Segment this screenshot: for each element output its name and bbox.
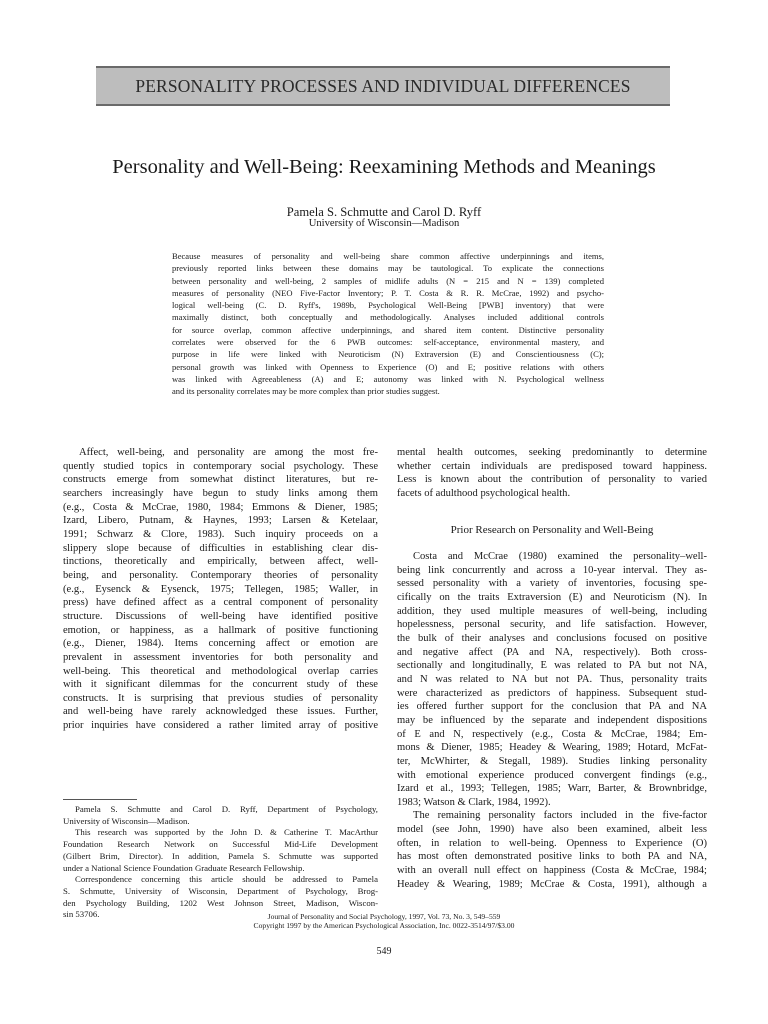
body-line: Izard, Libero, Putnam, & Haynes, 1993; Larsen & Ketelaar, bbox=[63, 515, 378, 527]
body-line: with it significant dilemmas for the concurrent study of these bbox=[63, 679, 378, 691]
body-line: has most often demonstrated positive links to both PA and NA, bbox=[397, 851, 707, 863]
footnote-line: Pamela S. Schmutte and Carol D. Ryff, Department of Psychology, bbox=[75, 804, 378, 814]
journal-info bbox=[0, 913, 768, 930]
body-line: Izard et al., 1993; Tellegen, 1985; Warr, Barter, & Brownbridge, bbox=[397, 783, 707, 795]
body-line: often, in relation to well-being. Openness to Experience (O) bbox=[397, 837, 707, 849]
body-right-column-bottom bbox=[397, 550, 707, 891]
section-banner-text: PERSONALITY PROCESSES AND INDIVIDUAL DIFFERENCES bbox=[135, 75, 631, 96]
body-line: sessed personality with a variety of inventories, focusing spe- bbox=[397, 578, 707, 590]
body-line: 1991; Schwarz & Clore, 1983). Such inquiry proceeds on a bbox=[63, 528, 378, 540]
page-number: 549 bbox=[376, 946, 392, 957]
body-line: ies offered further support for the conclusion that PA and NA bbox=[397, 701, 707, 713]
abstract-line: correlates were observed for the 6 PWB outcomes: self-acceptance, environmental mastery, and bbox=[172, 337, 604, 348]
body-line: the bulk of their analyses and conclusions focused on positive bbox=[397, 632, 707, 644]
body-line: sectionally and longitudinally, E was related to PA but not NA, bbox=[397, 660, 707, 672]
journal-citation: Journal of Personality and Social Psychology, 1997, Vol. 73, No. 3, 549–559 bbox=[267, 912, 501, 921]
body-line: hopelessness, personal security, and life satisfaction. However, bbox=[397, 619, 707, 631]
body-line: addition, they used multiple measures of well-being, including bbox=[397, 605, 707, 617]
body-line: constructs. It is surprising that previous studies of personality bbox=[63, 692, 378, 704]
body-line: and negative affect (PA and NA, respectively). Both cross- bbox=[397, 646, 707, 658]
abstract-line: measures of personality (NEO Five-Factor Inventory; P. T. Costa & R. R. McCrae, 1992) and psycho- bbox=[172, 287, 604, 298]
body-line: Affect, well-being, and personality are among the most fre- bbox=[79, 447, 378, 458]
body-line: of E and N, respectively (e.g., Costa & McCrae, 1984; Em- bbox=[397, 728, 707, 740]
body-line: being link concurrently and across a 10-year interval. They as- bbox=[397, 564, 707, 576]
body-line: mental health outcomes, seeking predominantly to determine bbox=[397, 447, 707, 458]
abstract bbox=[172, 250, 604, 398]
footnote-line: Foundation Research Network on Successful Mid-Life Development bbox=[63, 839, 378, 850]
body-line: (e.g., Eysenck & Eysenck, 1975; Tellegen, 1985; Waller, in bbox=[63, 583, 378, 595]
footnote-line: University of Wisconsin—Madison. bbox=[63, 815, 190, 826]
body-right-column-top bbox=[397, 446, 707, 501]
body-line: emotion, or happiness, as a hallmark of positive functioning bbox=[63, 624, 378, 636]
footnotes bbox=[63, 804, 378, 921]
body-line: searchers increasingly have begun to study links among them bbox=[63, 487, 378, 499]
journal-copyright: Copyright 1997 by the American Psychological Association, Inc. 0022-3514/97/$3.00 bbox=[253, 920, 515, 930]
body-line: Headey & Wearing, 1989; McCrae & Costa, 1991), although a bbox=[397, 878, 707, 890]
abstract-line: previously reported links between these domains may be tautological. To explicate the connections bbox=[172, 263, 604, 274]
article-authors: Pamela S. Schmutte and Carol D. Ryff bbox=[286, 205, 482, 219]
body-line: may be influenced by the separate and independent dispositions bbox=[397, 714, 707, 726]
body-line: prevalent in assessment inventories for both personality and bbox=[63, 651, 378, 663]
body-line: and well-being have rarely acknowledged these issues. Further, bbox=[63, 706, 378, 718]
body-line: facets of adulthood psychological health. bbox=[397, 487, 571, 499]
footnote-line: sin 53706. bbox=[63, 909, 100, 920]
body-line: with emotional experience produced convergent findings (e.g., bbox=[397, 769, 707, 781]
footnote-line: under a National Science Foundation Graduate Research Fellowship. bbox=[63, 862, 305, 873]
footnote-line: This research was supported by the John D. & Catherine T. MacArthur bbox=[75, 827, 378, 838]
footnote-line: Correspondence concerning this article should be addressed to Pamela bbox=[75, 874, 378, 885]
footnote-rule bbox=[63, 799, 137, 800]
body-line: cifically on the traits Extraversion (E) and Neuroticism (N). In bbox=[397, 591, 707, 603]
footnote-line: S. Schmutte, University of Wisconsin, Department of Psychology, Brog- bbox=[63, 885, 378, 896]
abstract-line: Because measures of personality and well-being share common affective underpinnings and items, bbox=[172, 251, 604, 261]
body-line: Costa and McCrae (1980) examined the personality–well- bbox=[413, 551, 707, 562]
body-line: well-being. This theoretical and methodological overlap carries bbox=[63, 665, 378, 677]
body-line: (e.g., Diener, 1984). Items concerning affect or emotion are bbox=[63, 638, 378, 650]
abstract-line: for source overlap, common affective underpinnings, and shared item content. Distinctive personality bbox=[172, 324, 604, 335]
body-line: The remaining personality factors included in the five-factor bbox=[413, 810, 707, 822]
body-line: were characterized as predictors of happiness. Subsequent stud- bbox=[397, 687, 707, 699]
abstract-line: was linked with Agreeableness (A) and E; autonomy was linked with N. Psychological wellness bbox=[172, 373, 604, 384]
body-line: 1983; Watson & Clark, 1984, 1992). bbox=[397, 796, 551, 808]
abstract-line: logical well-being (C. D. Ryff's, 1989b, Psychological Well-Being [PWB] inventory) that were bbox=[172, 300, 604, 311]
body-line: prior inquiries have considered a rather limited array of positive bbox=[63, 720, 378, 732]
body-line: (e.g., Costa & McCrae, 1980, 1984; Emmons & Diener, 1985; bbox=[63, 501, 378, 513]
body-left-column bbox=[63, 446, 378, 733]
section-heading: Prior Research on Personality and Well-Being bbox=[450, 524, 654, 536]
abstract-line: between personality and well-being, 2 samples of midlife adults (N = 215 and N = 139) completed bbox=[172, 275, 604, 286]
body-line: press) have defined affect as a central component of personality bbox=[63, 597, 378, 609]
body-line: ter, McWhirter, & Stegall, 1989). Studies linking personality bbox=[397, 755, 707, 767]
body-line: slippery slope because of difficulties in establishing clear dis- bbox=[63, 542, 378, 554]
abstract-line: purpose in life were linked with Neuroticism (N) Extraversion (E) and Conscientiousness (C); bbox=[172, 349, 604, 360]
footnote-line: den Psychology Building, 1202 West Johnson Street, Madison, Wiscon- bbox=[63, 897, 378, 908]
body-line: whether certain individuals are predisposed toward happiness. bbox=[397, 460, 707, 472]
footnote-line: (Gilbert Brim, Director). In addition, Pamela S. Schmutte was supported bbox=[63, 850, 378, 861]
abstract-line: maximally distinct, both conceptually and methodologically. Analyses included additional controls bbox=[172, 312, 604, 323]
body-line: mons & Diener, 1985; Headey & Wearing, 1989; Hotard, McFat- bbox=[397, 742, 707, 754]
article-title: Personality and Well-Being: Reexamining Methods and Meanings bbox=[112, 156, 656, 178]
body-line: structure. Discussions of well-being have identified positive bbox=[63, 610, 378, 622]
section-banner bbox=[96, 66, 670, 106]
body-line: Less is known about the contribution of personality to varied bbox=[397, 474, 707, 486]
abstract-line: personal growth was linked with Openness to Experience (O) and E; positive relations with others bbox=[172, 361, 604, 372]
body-line: and N was related to NA but not PA. Thus, personality traits bbox=[397, 673, 707, 685]
body-line: quently studied topics in contemporary social psychology. These bbox=[63, 460, 378, 472]
body-line: being, and personality. Contemporary theories of personality bbox=[63, 569, 378, 581]
abstract-line: and its personality correlates may be more complex than prior studies suggest. bbox=[172, 386, 440, 397]
article-affiliation: University of Wisconsin—Madison bbox=[308, 218, 460, 229]
body-line: with an overall null effect on happiness (Costa & McCrae, 1984; bbox=[397, 865, 707, 877]
body-line: model (see John, 1990) have also been examined, albeit less bbox=[397, 824, 707, 836]
body-line: tinctions, theoretically and empirically, between affect, well- bbox=[63, 556, 378, 568]
body-line: constructs emerge from somewhat distinct literatures, but re- bbox=[63, 474, 378, 486]
